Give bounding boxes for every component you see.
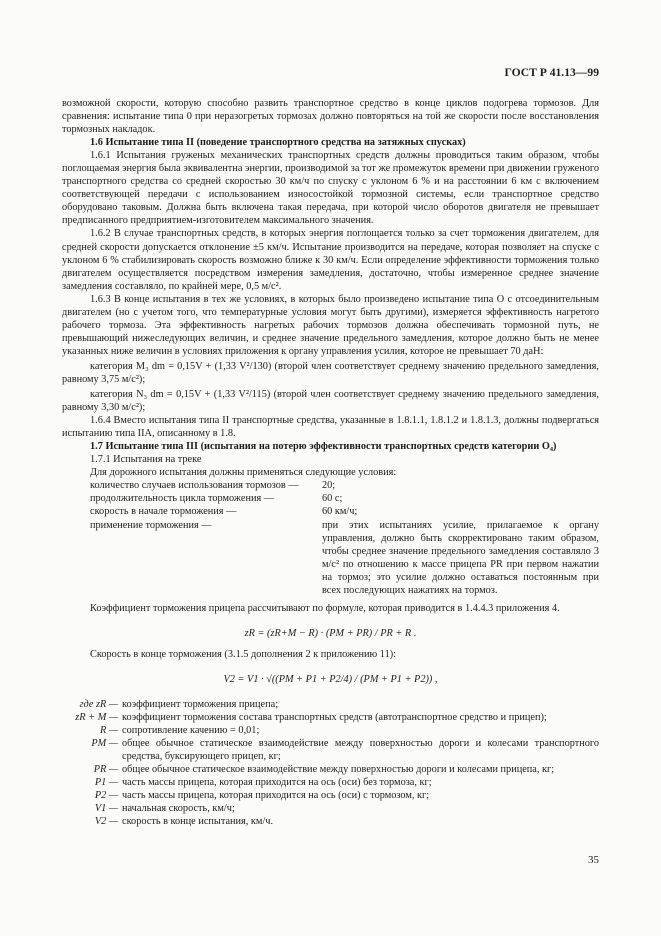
condition-value: 20;: [322, 480, 336, 492]
paragraph-1-7-1: 1.7.1 Испытания на треке: [90, 454, 202, 466]
definition-symbol: P2 —: [94, 790, 118, 802]
definition-symbol: PR —: [93, 764, 118, 776]
formula-braking-coefficient-text: zR = (zR+M − R) · (PM + PR) / PR + R .: [244, 627, 417, 639]
condition-label: продолжительность цикла торможения —: [90, 493, 275, 505]
document-header: ГОСТ Р 41.13—99: [504, 66, 599, 79]
definition-text: коэффициент торможения состава транспортных средств (автотранспортное средство и прицеп);: [122, 712, 547, 724]
definition-symbol: R —: [99, 725, 118, 737]
definition-text: коэффициент торможения прицепа;: [122, 698, 279, 710]
definition-text: начальная скорость, км/ч;: [122, 803, 235, 815]
paragraph-1-6-3: 1.6.3 В конце испытания в тех же условиях, в которых было произведено испытание типа О с отсоединительным двигателем (но с учетом того, что температурные условия могут быть другими), измеряется эффективность нагретого рабочего тормоза. Эта эффективность нагретых рабочих тормозов должна обеспечивать тормозной путь, не превышающий нижеследующих величин, и среднее значение предельного замедления, которое должно быть не менее указанных ниже величин в условиях приложения к органу управления усилия, которое не превышает 70 даН:: [62, 293, 599, 357]
formula-braking-coefficient: [62, 627, 599, 640]
category-m3: категория M₃ dm = 0,15V + (1,33 V²/130) (второй член соответствует среднему значению предельного замедления, равному 3,75 м/с²);: [62, 360, 599, 385]
speed-text: Скорость в конце торможения (3.1.5 дополнения 2 к приложению 11):: [90, 648, 397, 660]
formula-final-speed: [62, 673, 599, 686]
paragraph-continuation: возможной скорости, которую способно развить транспортное средство в конце циклов подогрева тормозов. Для сравнения: испытание типа 0 при неразогретых тормозах должно повторяться на той же скорости после восстановления тормозных накладок.: [62, 98, 599, 136]
definitions-list: [62, 698, 599, 828]
section-1-6-title: 1.6 Испытание типа II (поведение транспортного средства на затяжных спусках): [90, 137, 466, 149]
definition-text: общее обычное статическое взаимодействие между поверхностью дороги и колесами прицепа, кг;: [122, 764, 555, 776]
section-1-7-title: 1.7 Испытание типа III (испытания на потерю эффективности транспортных средств категории O₄): [90, 441, 557, 453]
condition-label: количество случаев использования тормозов —: [90, 480, 299, 492]
definition-symbol: V2 —: [94, 816, 118, 828]
definition-symbol: zR + M —: [75, 712, 118, 724]
definition-symbol: PM —: [91, 738, 118, 750]
definition-text: часть массы прицепа, которая приходится на ось (оси) без тормоза, кг;: [122, 777, 432, 789]
formula-final-speed-text: V2 = V1 · √((PM + P1 + P2/4) / (PM + P1 + P2)) ,: [223, 673, 438, 685]
definition-symbol: V1 —: [94, 803, 118, 815]
definition-symbol: где zR —: [79, 698, 118, 710]
definition-text: скорость в конце испытания, км/ч.: [122, 816, 274, 828]
condition-value: при этих испытаниях усилие, прилагаемое к органу управления, должно быть скорректировано таким образом, чтобы среднее значение предельного замедления составляло 3 м/с² по отношению к массе прицепа PR при первом нажатии на тормоз; это усилие должно оставаться постоянным при всех последующих нажатиях на тормоз.: [322, 519, 599, 596]
paragraph-1-6-1: 1.6.1 Испытания груженых механических транспортных средств должны проводиться таким образом, чтобы поглощаемая энергия была эквивалентна энергии, производимой за тот же промежуток времени при движении груженого транспортного средства со средней скоростью 30 км/ч по спуску с уклоном 6 % и на расстоянии 6 км с включением соответствующей передачи с использованием износостойкой тормозной системы, если транспортное средство оборудовано таковым. Должна быть включена такая передача, при которой число оборотов двигателя не превышает предписанного предприятием-изготовителем максимального значения.: [62, 150, 599, 227]
conditions-table: [62, 479, 599, 596]
paragraph-1-6-4: 1.6.4 Вместо испытания типа II транспортные средства, указанные в 1.8.1.1, 1.8.1.2 и 1.8.1.3, должны подвергаться испытанию типа IIA, описанному в 1.8.: [62, 415, 599, 440]
condition-value: 60 с;: [322, 493, 343, 505]
page-number: 35: [588, 854, 599, 866]
coefficient-text: Коэффициент торможения прицепа рассчитывают по формуле, которая приводится в 1.4.4.3 приложения 4.: [90, 602, 560, 614]
definition-text: общее обычное статическое взаимодействие между поверхностью дороги и колесами транспортного средства, буксирующего прицеп, кг;: [122, 738, 599, 763]
page-content: [62, 97, 599, 828]
condition-label: применение торможения —: [90, 519, 212, 531]
condition-label: скорость в начале торможения —: [90, 506, 237, 518]
definition-symbol: P1 —: [94, 777, 118, 789]
condition-value: 60 км/ч;: [322, 506, 358, 518]
definition-text: сопротивление качению = 0,01;: [122, 725, 260, 737]
paragraph-1-6-2: 1.6.2 В случае транспортных средств, в которых энергия поглощается только за счет торможения двигателем, для средней скорости допускается отклонение ±5 км/ч. Испытание производится на передаче, которая позволяет на спуске с уклоном 6 % стабилизировать скорость возможно ближе к 30 км/ч. Если определение эффективности торможения только двигателем осуществляется посредством измерения замедления, достаточно, чтобы измеренное среднее значение замедления составляло, по крайней мере, 0,5 м/с².: [62, 228, 599, 292]
definition-text: часть массы прицепа, которая приходится на ось (оси) с тормозом, кг;: [122, 790, 430, 802]
category-n3: категория N₃ dm = 0,15V + (1,33 V²/115) (второй член соответствует среднему значению предельного замедления, равному 3,30 м/с²);: [62, 389, 599, 414]
conditions-intro: Для дорожного испытания должны применяться следующие условия:: [90, 467, 397, 479]
